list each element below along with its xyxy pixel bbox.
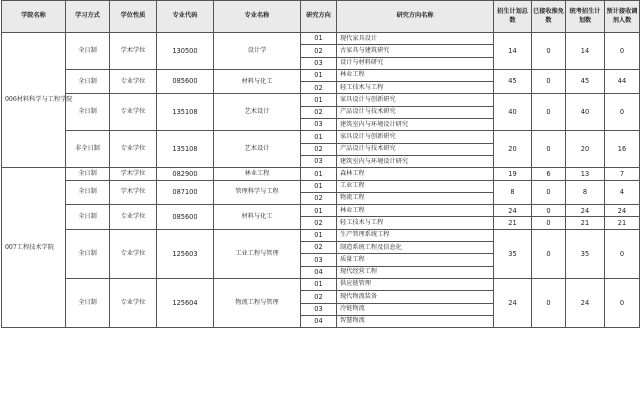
degree-type-cell: 专业学位 (110, 94, 157, 131)
exempt-count-cell: 6 (532, 168, 566, 180)
major-name-cell: 工业工程与管理 (214, 229, 301, 278)
transfer-count-cell: 0 (605, 278, 640, 327)
major-code-cell: 135108 (157, 131, 214, 168)
direction-no-cell: 01 (301, 94, 337, 106)
degree-type-cell: 专业学位 (110, 205, 157, 230)
direction-no-cell: 02 (301, 143, 337, 155)
degree-type-cell: 学术学位 (110, 180, 157, 205)
exam-plan-cell: 14 (566, 33, 605, 70)
exam-plan-cell: 35 (566, 229, 605, 278)
header-plan-total: 招生计划总数 (494, 1, 532, 33)
header-direction-name: 研究方向名称 (337, 1, 494, 33)
plan-total-cell: 8 (494, 180, 532, 205)
major-name-cell: 材料与化工 (214, 69, 301, 94)
transfer-count-cell: 44 (605, 69, 640, 94)
major-name-cell: 林业工程 (214, 168, 301, 180)
direction-name-cell: 制造系统工程及信息化 (337, 242, 494, 254)
direction-name-cell: 现代经营工程 (337, 266, 494, 278)
header-exam-plan: 统考招生计划数 (566, 1, 605, 33)
direction-no-cell: 01 (301, 180, 337, 192)
direction-no-cell: 01 (301, 278, 337, 290)
plan-total-cell: 45 (494, 69, 532, 94)
major-code-cell: 130500 (157, 33, 214, 70)
direction-name-cell: 森林工程 (337, 168, 494, 180)
major-name-cell: 管理科学与工程 (214, 180, 301, 205)
header-direction-no: 研究方向 (301, 1, 337, 33)
header-transfer-count: 预计接收调剂人数 (605, 1, 640, 33)
exam-plan-cell: 45 (566, 69, 605, 94)
major-name-cell: 材料与化工 (214, 205, 301, 230)
study-mode-cell: 全日制 (66, 33, 110, 70)
exempt-count-cell: 0 (532, 69, 566, 94)
exam-plan-cell: 24 (566, 278, 605, 327)
major-code-cell: 082900 (157, 168, 214, 180)
direction-no-cell: 02 (301, 45, 337, 57)
exam-plan-cell: 24 (566, 205, 605, 217)
exempt-count-cell: 0 (532, 278, 566, 327)
table-row (2, 69, 640, 81)
direction-no-cell: 01 (301, 229, 337, 241)
table-row (2, 168, 640, 180)
direction-name-cell: 工业工程 (337, 180, 494, 192)
plan-total-cell: 24 (494, 205, 532, 217)
direction-name-cell: 产品设计与技术研究 (337, 106, 494, 118)
exempt-count-cell: 0 (532, 180, 566, 205)
direction-no-cell: 02 (301, 242, 337, 254)
plan-total-cell: 20 (494, 131, 532, 168)
transfer-count-cell: 0 (605, 94, 640, 131)
direction-name-cell: 建筑室内与环境设计研究 (337, 119, 494, 131)
direction-no-cell: 02 (301, 291, 337, 303)
transfer-count-cell: 7 (605, 168, 640, 180)
direction-name-cell: 智慧物流 (337, 315, 494, 327)
exam-plan-cell: 21 (566, 217, 605, 229)
plan-total-cell: 35 (494, 229, 532, 278)
exam-plan-cell: 8 (566, 180, 605, 205)
major-code-cell: 135108 (157, 94, 214, 131)
exempt-count-cell: 0 (532, 94, 566, 131)
exempt-count-cell: 0 (532, 217, 566, 229)
plan-total-cell: 40 (494, 94, 532, 131)
direction-name-cell: 质量工程 (337, 254, 494, 266)
study-mode-cell: 全日制 (66, 94, 110, 131)
study-mode-cell: 全日制 (66, 69, 110, 94)
direction-no-cell: 03 (301, 119, 337, 131)
degree-type-cell: 学术学位 (110, 168, 157, 180)
major-code-cell: 125603 (157, 229, 214, 278)
direction-no-cell: 01 (301, 168, 337, 180)
major-name-cell: 设计学 (214, 33, 301, 70)
major-code-cell: 085600 (157, 69, 214, 94)
direction-name-cell: 供应链管理 (337, 278, 494, 290)
plan-total-cell: 24 (494, 278, 532, 327)
direction-name-cell: 设计与材料研究 (337, 57, 494, 69)
direction-name-cell: 现代家具设计 (337, 33, 494, 45)
exam-plan-cell: 40 (566, 94, 605, 131)
direction-no-cell: 02 (301, 82, 337, 94)
direction-name-cell: 家具设计与创新研究 (337, 131, 494, 143)
direction-no-cell: 01 (301, 131, 337, 143)
table-row (2, 278, 640, 290)
direction-name-cell: 冷链物流 (337, 303, 494, 315)
direction-name-cell: 古家具与建筑研究 (337, 45, 494, 57)
direction-no-cell: 01 (301, 205, 337, 217)
table-row (2, 94, 640, 106)
table-row (2, 131, 640, 143)
direction-no-cell: 03 (301, 57, 337, 69)
direction-name-cell: 林业工程 (337, 69, 494, 81)
exempt-count-cell: 0 (532, 205, 566, 217)
table-row (2, 180, 640, 192)
direction-name-cell: 林业工程 (337, 205, 494, 217)
degree-type-cell: 专业学位 (110, 131, 157, 168)
exempt-count-cell: 0 (532, 229, 566, 278)
transfer-count-cell: 4 (605, 180, 640, 205)
direction-no-cell: 04 (301, 266, 337, 278)
exam-plan-cell: 13 (566, 168, 605, 180)
transfer-count-cell: 0 (605, 229, 640, 278)
header-school: 学院名称 (2, 1, 66, 33)
major-code-cell: 125604 (157, 278, 214, 327)
table-row (2, 229, 640, 241)
direction-name-cell: 轻工技术与工程 (337, 82, 494, 94)
major-name-cell: 艺术设计 (214, 94, 301, 131)
header-degree-type: 学位性质 (110, 1, 157, 33)
direction-no-cell: 03 (301, 155, 337, 167)
plan-total-cell: 21 (494, 217, 532, 229)
degree-type-cell: 专业学位 (110, 278, 157, 327)
table-row (2, 205, 640, 217)
header-major-code: 专业代码 (157, 1, 214, 33)
direction-no-cell: 03 (301, 303, 337, 315)
direction-name-cell: 生产管理系统工程 (337, 229, 494, 241)
degree-type-cell: 学术学位 (110, 33, 157, 70)
study-mode-cell: 全日制 (66, 278, 110, 327)
major-code-cell: 087100 (157, 180, 214, 205)
study-mode-cell: 全日制 (66, 168, 110, 180)
table-body (2, 33, 640, 328)
study-mode-cell: 全日制 (66, 229, 110, 278)
exam-plan-cell: 20 (566, 131, 605, 168)
header-exempt-count: 已接收推免数 (532, 1, 566, 33)
direction-no-cell: 01 (301, 69, 337, 81)
direction-name-cell: 家具设计与创新研究 (337, 94, 494, 106)
major-name-cell: 物流工程与管理 (214, 278, 301, 327)
table-row (2, 33, 640, 45)
study-mode-cell: 全日制 (66, 205, 110, 230)
header-major-name: 专业名称 (214, 1, 301, 33)
transfer-count-cell: 21 (605, 217, 640, 229)
direction-name-cell: 现代物流装备 (337, 291, 494, 303)
direction-name-cell: 物流工程 (337, 192, 494, 204)
admissions-table (1, 0, 640, 328)
direction-name-cell: 产品设计与技术研究 (337, 143, 494, 155)
study-mode-cell: 全日制 (66, 180, 110, 205)
transfer-count-cell: 24 (605, 205, 640, 217)
major-code-cell: 085600 (157, 205, 214, 230)
direction-no-cell: 03 (301, 254, 337, 266)
exempt-count-cell: 0 (532, 33, 566, 70)
plan-total-cell: 14 (494, 33, 532, 70)
direction-no-cell: 01 (301, 33, 337, 45)
major-name-cell: 艺术设计 (214, 131, 301, 168)
degree-type-cell: 专业学位 (110, 69, 157, 94)
school-name-cell: 007工程技术学院 (2, 168, 66, 328)
direction-no-cell: 04 (301, 315, 337, 327)
plan-total-cell: 19 (494, 168, 532, 180)
transfer-count-cell: 0 (605, 33, 640, 70)
exempt-count-cell: 0 (532, 131, 566, 168)
direction-no-cell: 02 (301, 217, 337, 229)
direction-name-cell: 建筑室内与环境设计研究 (337, 155, 494, 167)
header-mode: 学习方式 (66, 1, 110, 33)
direction-no-cell: 02 (301, 192, 337, 204)
degree-type-cell: 专业学位 (110, 229, 157, 278)
direction-no-cell: 02 (301, 106, 337, 118)
table-header (2, 1, 640, 33)
study-mode-cell: 非全日制 (66, 131, 110, 168)
school-name-cell: 006材料科学与工程学院 (2, 33, 66, 168)
transfer-count-cell: 16 (605, 131, 640, 168)
direction-name-cell: 轻工技术与工程 (337, 217, 494, 229)
